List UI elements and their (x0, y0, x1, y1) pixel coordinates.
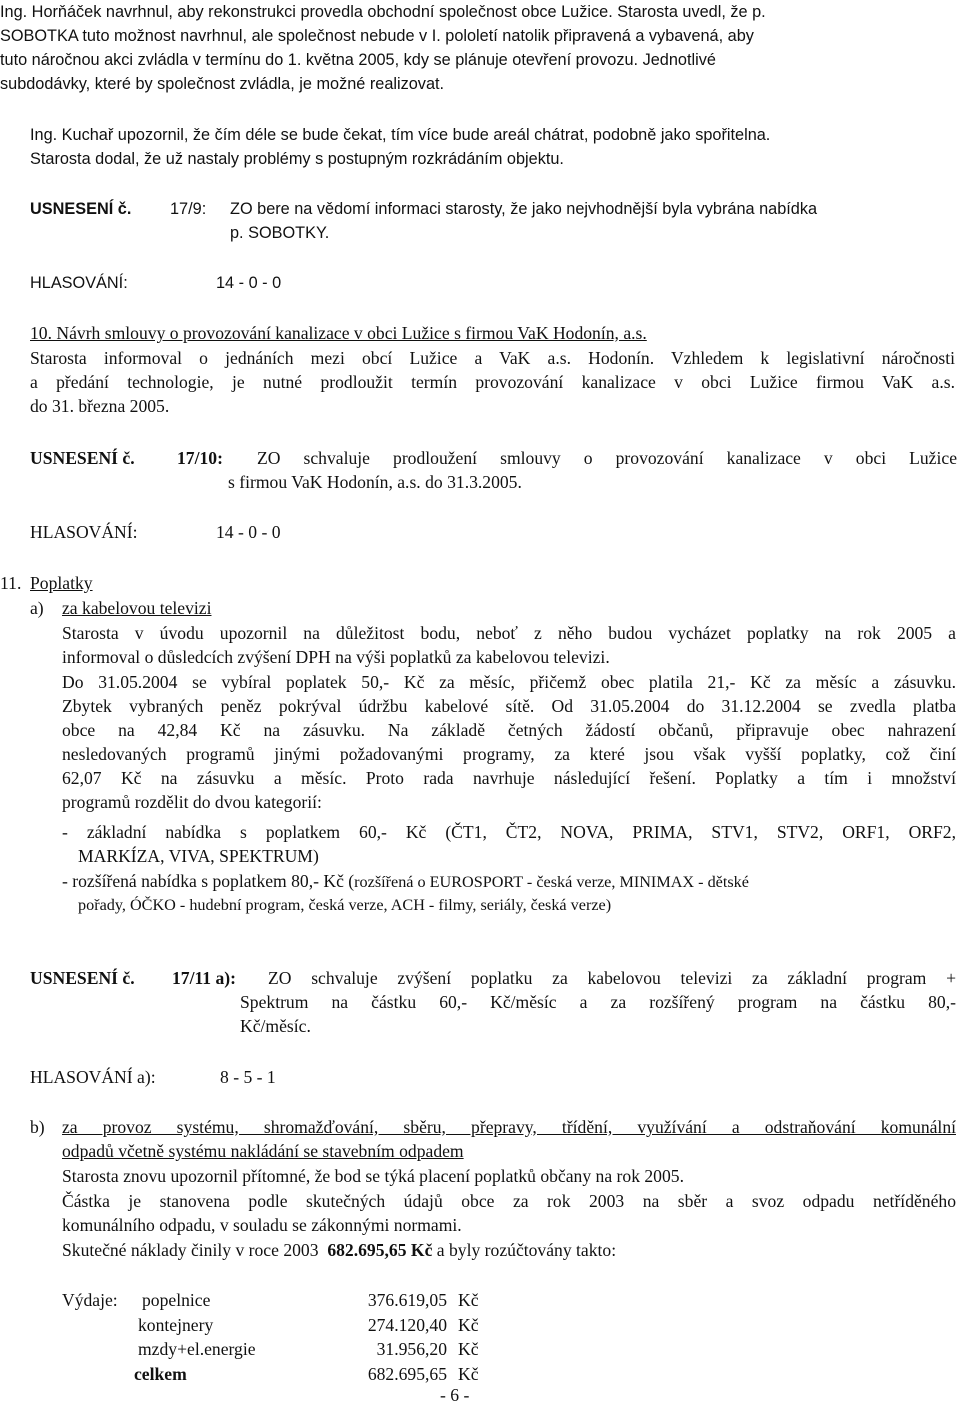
expense-unit: Kč (458, 1315, 479, 1335)
section-heading: Poplatky (30, 573, 93, 593)
vote-result: 14 - 0 - 0 (216, 274, 282, 292)
paragraph-line: Do 31.05.2004 se vybíral poplatek 50,- Kč za měsíc, přičemž obec platila 21,- Kč za měsíc a zásuvku. (62, 672, 956, 692)
costs-line (62, 1238, 616, 1262)
paragraph-line: Ing. Horňáček navrhnul, aby rekonstrukci provedla obchodní společnost obce Lužice. Starosta uvedl, že p. (0, 3, 766, 21)
paragraph-line: Starosta informoval o jednáních mezi obcí Lužice a VaK a.s. Hodonín. Vzhledem k legislativní náročnosti (30, 348, 955, 368)
paragraph-line: Zbytek vybraných peněz pokrýval údržbu kabelové sítě. Od 31.05.2004 do 31.12.2004 se zvedla platba (62, 696, 956, 716)
paragraph-line: Částka je stanovena podle skutečných údajů obce za rok 2003 na sběr a svoz odpadu netříděného (62, 1191, 956, 1211)
paragraph-line: SOBOTKA tuto možnost navrhnul, ale společnost nebude v I. pololetí natolik připravená a vybavená, aby (0, 27, 754, 45)
resolution-text: p. SOBOTKY. (230, 224, 330, 242)
resolution-text: s firmou VaK Hodonín, a.s. do 31.3.2005. (228, 472, 522, 492)
expense-name: popelnice (142, 1290, 211, 1310)
expense-amount: 274.120,40 (367, 1315, 447, 1335)
paragraph-line: Ing. Kuchař upozornil, že čím déle se bude čekat, tím více bude areál chátrat, podobně jako spořitelna. (30, 126, 771, 144)
paragraph-line: obce na 42,84 Kč na zásuvku. Na základě četných žádostí občanů, připravuje obec nahrazení (62, 720, 956, 740)
subsection-mark: a) (30, 598, 44, 618)
vote-label: HLASOVÁNÍ: (30, 274, 128, 292)
resolution-label: USNESENÍ č. (30, 448, 135, 468)
resolution-text: Kč/měsíc. (240, 1016, 311, 1036)
expense-unit: Kč (458, 1339, 479, 1359)
paragraph-line: programů rozdělit do dvou kategorií: (62, 792, 322, 812)
list-item-detail: rozšířená o EUROSPORT - česká verze, MINIMAX - dětské (354, 873, 749, 891)
subsection-heading: za provoz systému, shromažďování, sběru, přepravy, třídění, využívání a odstraňování komunální (62, 1117, 956, 1137)
resolution-number: 17/10: (177, 448, 223, 468)
vote-label: HLASOVÁNÍ: (30, 522, 138, 542)
paragraph-line: komunálního odpadu, v souladu se zákonnými normami. (62, 1215, 462, 1235)
section-number: 11. (0, 573, 22, 593)
resolution-text: ZO schvaluje zvýšení poplatku za kabelovou televizi za základní program + (268, 968, 956, 988)
list-item-continuation: MARKÍZA, VIVA, SPEKTRUM) (78, 846, 319, 866)
subsection-heading: za kabelovou televizi (62, 598, 212, 618)
resolution-label: USNESENÍ č. (30, 200, 132, 218)
expense-amount: 31.956,20 (376, 1339, 447, 1359)
expense-name: mzdy+el.energie (138, 1339, 256, 1359)
expense-amount: 376.619,05 (367, 1290, 447, 1310)
subsection-mark: b) (30, 1117, 45, 1137)
resolution-label: USNESENÍ č. (30, 968, 135, 988)
resolution-text: ZO bere na vědomí informaci starosty, že jako nejvhodnější byla vybrána nabídka (230, 200, 818, 218)
list-item: - základní nabídka s poplatkem 60,- Kč (ČT1, ČT2, NOVA, PRIMA, STV1, STV2, ORF1, ORF2, (62, 822, 956, 842)
page-number: - 6 - (440, 1385, 470, 1405)
paragraph-line: tuto náročnou akci zvládla v termínu do 1. května 2005, kdy se plánuje otevření provozu. Jednotlivé (0, 51, 716, 69)
paragraph-line: informoval o důsledcích zvýšení DPH na výši poplatků za kabelovou televizi. (62, 647, 610, 667)
section-heading: 10. Návrh smlouvy o provozování kanalizace v obci Lužice s firmou VaK Hodonín, a.s. (30, 323, 647, 343)
paragraph-line: 62,07 Kč na zásuvku a měsíc. Proto rada navrhuje následující řešení. Poplatky a tím i množství (62, 768, 956, 788)
paragraph-line: subdodávky, které by společnost zvládla, je možné realizovat. (0, 75, 445, 93)
expense-amount: 682.695,65 (367, 1364, 447, 1384)
paragraph-line: nesledovaných programů jinými požadovanými programy, za které jsou však vyšší poplatky, což činí (62, 744, 956, 764)
costs-text: Skutečné náklady činily v roce 2003 (62, 1240, 319, 1260)
paragraph-line: Starosta znovu upozornil přítomné, že bod se týká placení poplatků občany na rok 2005. (62, 1166, 684, 1186)
vote-label: HLASOVÁNÍ a): (30, 1067, 156, 1087)
resolution-text: ZO schvaluje prodloužení smlouvy o provozování kanalizace v obci Lužice (257, 448, 957, 468)
resolution-number: 17/11 a): (172, 968, 237, 988)
paragraph-line: Starosta v úvodu upozornil na důležitost bodu, neboť z něho budou vycházet poplatky na rok 2005 a (62, 623, 956, 643)
resolution-number: 17/9: (170, 200, 207, 218)
expense-name: celkem (134, 1364, 187, 1384)
paragraph-line: do 31. března 2005. (30, 396, 170, 416)
resolution-text: Spektrum na částku 60,- Kč/měsíc a za rozšířený program na částku 80,- (240, 992, 956, 1012)
paragraph-line: a předání technologie, je nutné prodloužit termín provozování kanalizace v obci Lužice firmou VaK a.s. (30, 372, 955, 392)
expenses-label: Výdaje: (62, 1290, 118, 1310)
vote-result: 14 - 0 - 0 (216, 522, 281, 542)
vote-result: 8 - 5 - 1 (220, 1067, 276, 1087)
expense-name: kontejnery (138, 1315, 214, 1335)
expense-unit: Kč (458, 1364, 479, 1384)
list-item-text: - rozšířená nabídka s poplatkem 80,- Kč ( (62, 871, 355, 891)
expense-unit: Kč (458, 1290, 479, 1310)
list-item (62, 869, 749, 894)
subsection-heading: odpadů včetně systému nakládání se stavebním odpadem (62, 1141, 464, 1161)
paragraph-line: Starosta dodal, že už nastaly problémy s postupným rozkrádáním objektu. (30, 150, 564, 168)
costs-total: 682.695,65 Kč (327, 1240, 433, 1260)
list-item-continuation: pořady, ÓČKO - hudební program, česká verze, ACH - filmy, seriály, česká verze) (78, 896, 612, 914)
costs-text: a byly rozúčtovány takto: (436, 1240, 617, 1260)
